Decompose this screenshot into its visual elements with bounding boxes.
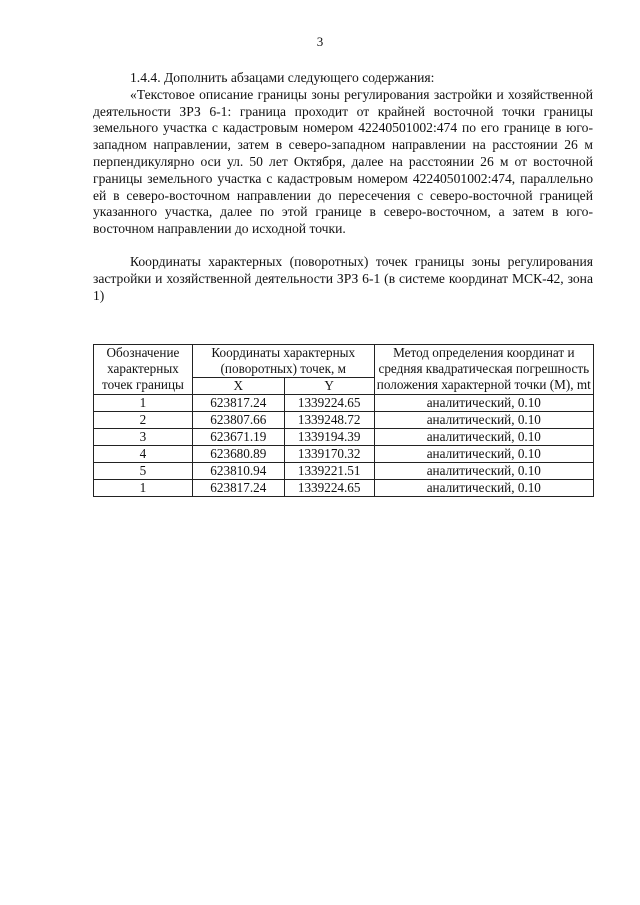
method-cell: аналитический, 0.10 [374,480,593,497]
y-cell: 1339194.39 [284,429,374,446]
header-method: Метод определения координат и средняя квадратическая погрешность положения характерной точки (М), mt [374,345,593,395]
point-cell: 1 [94,480,193,497]
point-cell: 3 [94,429,193,446]
method-cell: аналитический, 0.10 [374,463,593,480]
method-cell: аналитический, 0.10 [374,446,593,463]
x-cell: 623671.19 [192,429,284,446]
item-title: 1.4.4. Дополнить абзацами следующего содержания: [130,70,435,85]
y-cell: 1339170.32 [284,446,374,463]
x-cell: 623680.89 [192,446,284,463]
header-y: Y [284,378,374,395]
table-row [94,480,594,497]
document-body [93,70,593,304]
point-cell: 1 [94,395,193,412]
header-designation: Обозначение характерных точек границы [94,345,193,395]
table-row [94,429,594,446]
table-row [94,412,594,429]
y-cell: 1339248.72 [284,412,374,429]
coordinates-table [93,344,594,497]
point-cell: 4 [94,446,193,463]
method-cell: аналитический, 0.10 [374,395,593,412]
point-cell: 5 [94,463,193,480]
x-cell: 623817.24 [192,480,284,497]
y-cell: 1339224.65 [284,480,374,497]
page-number: 3 [316,34,324,49]
method-cell: аналитический, 0.10 [374,412,593,429]
method-cell: аналитический, 0.10 [374,429,593,446]
y-cell: 1339221.51 [284,463,374,480]
table-row [94,463,594,480]
x-cell: 623807.66 [192,412,284,429]
boundary-description: «Текстовое описание границы зоны регулирования застройки и хозяйственной деятельности ЗРЗ 6-1: граница проходит от крайней восточной точки границы земельного участка с кадастровым номером 42240501002:474 по его границе в юго-западном направлении, затем в северо-западном направлении на расстоянии 26 м перпендикулярно оси ул. 50 лет Октября, далее на расстоянии 26 м от восточной границы земельного участка с кадастровым номером 42240501002:474, параллельно ей в северо-восточном направлении до пересечения с северо-восточной границей указанного участка, далее по этой границе в северо-восточном, а затем в юго-восточном направлении до исходной точки. [93,86,593,237]
x-cell: 623810.94 [192,463,284,480]
y-cell: 1339224.65 [284,395,374,412]
table-row [94,395,594,412]
table-row [94,446,594,463]
point-cell: 2 [94,412,193,429]
header-coordinates: Координаты характерных (поворотных) точек, м [192,345,374,378]
header-x: X [192,378,284,395]
coordinates-heading: Координаты характерных (поворотных) точек границы зоны регулирования застройки и хозяйственной деятельности ЗРЗ 6-1 (в системе координат МСК-42, зона 1) [93,253,593,303]
x-cell: 623817.24 [192,395,284,412]
